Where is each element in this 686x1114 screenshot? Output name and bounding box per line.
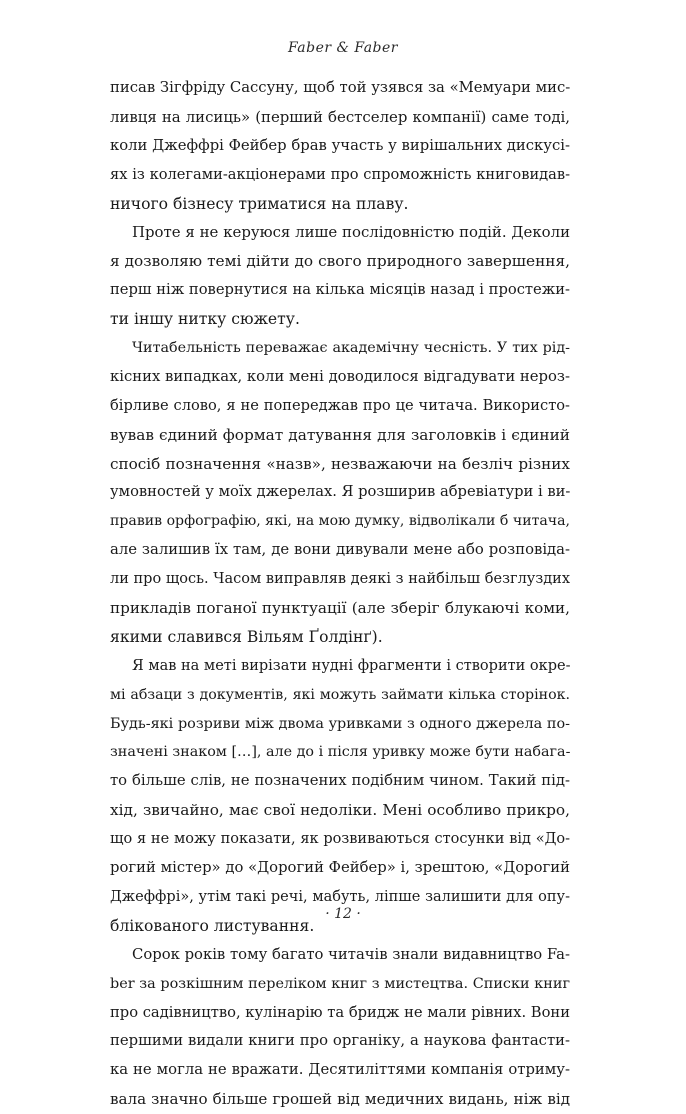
- text-line: кісних випадках, коли мені доводилося відгадувати нероз-: [110, 367, 570, 385]
- text-line: ber за розкішним переліком книг з мистецтва. Списки книг: [110, 975, 570, 992]
- text-line: Я мав на меті вирізати нудні фрагменти і створити окре-: [132, 657, 571, 674]
- text-line: про садівництво, кулінарію та бридж не мали рівних. Вони: [110, 1003, 570, 1021]
- text-line: хід, звичайно, має свої недоліки. Мені особливо прикро,: [110, 801, 570, 820]
- text-line: спосіб позначення «назв», незважаючи на безліч різних: [110, 454, 570, 473]
- running-head: Faber & Faber: [288, 40, 398, 56]
- text-line: блікованого листування.: [110, 916, 315, 935]
- text-line: Читабельність переважає академічну чесність. У тих рід-: [132, 340, 570, 357]
- text-line: рогий містер» до «Дорогий Фейбер» і, зрештою, «Дорогий: [110, 859, 570, 877]
- text-line: ти іншу нитку сюжету.: [110, 310, 300, 329]
- text-line: я дозволяю темі дійти до свого природного завершення,: [110, 252, 570, 271]
- text-line: бірливе слово, я не попереджав про це читача. Використо-: [110, 396, 570, 414]
- text-line: то більше слів, не позначених подібним чином. Такий під-: [110, 772, 570, 790]
- text-line: умовностей у моїх джерелах. Я розширив абревіатури і ви-: [110, 483, 571, 501]
- text-line: але залишив їх там, де вони дивували мене або розповіда-: [110, 541, 570, 559]
- text-line: Джеффрі», утім такі речі, мабуть, ліпше залишити для опу-: [110, 888, 570, 905]
- text-line: якими славився Вільям Ґолдінґ).: [110, 627, 383, 646]
- text-line: ях із колегами-акціонерами про спроможність книговидав-: [110, 165, 570, 183]
- text-line: значені знаком […], але до і після уривку може бути набага-: [110, 744, 571, 761]
- text-line: прикладів поганої пунктуації (але зберіг блукаючі коми,: [110, 599, 570, 618]
- text-line: ка не могла не вражати. Десятиліттями компанія отриму-: [110, 1061, 570, 1079]
- text-line: Сорок років тому багато читачів знали видавництво Fa-: [132, 945, 570, 963]
- text-line: коли Джеффрі Фейбер брав участь у вирішальних дискусі-: [110, 136, 570, 154]
- text-line: перш ніж повернутися на кілька місяців назад і простежи-: [110, 281, 570, 299]
- text-line: вував єдиний формат датування для заголовків і єдиний: [110, 425, 570, 444]
- text-line: писав Зігфріду Сассуну, щоб той узявся за «Мемуари мис-: [110, 79, 571, 96]
- text-line: першими видали книги про органіку, а наукова фантасти-: [110, 1032, 570, 1050]
- text-line: ничого бізнесу триматися на плаву.: [110, 194, 409, 213]
- page-number: · 12 ·: [325, 906, 361, 922]
- text-line: ливця на лисиць» (перший бестселер компанії) саме тоді,: [110, 107, 570, 126]
- text-line: Проте я не керуюся лише послідовністю подій. Деколи: [132, 223, 570, 242]
- body-text: [110, 74, 570, 1114]
- text-line: мі абзаци з документів, які можуть займати кілька сторінок.: [110, 686, 570, 703]
- text-line: вала значно більше грошей від медичних видань, ніж від: [110, 1090, 570, 1109]
- text-line: правив орфографію, які, на мою думку, відволікали б читача,: [110, 513, 570, 530]
- text-line: що я не можу показати, як розвиваються стосунки від «До-: [110, 831, 570, 848]
- text-line: Будь-які розриви між двома уривками з одного джерела по-: [110, 715, 570, 732]
- text-line: ли про щось. Часом виправляв деякі з найбільш безглуздих: [110, 571, 570, 588]
